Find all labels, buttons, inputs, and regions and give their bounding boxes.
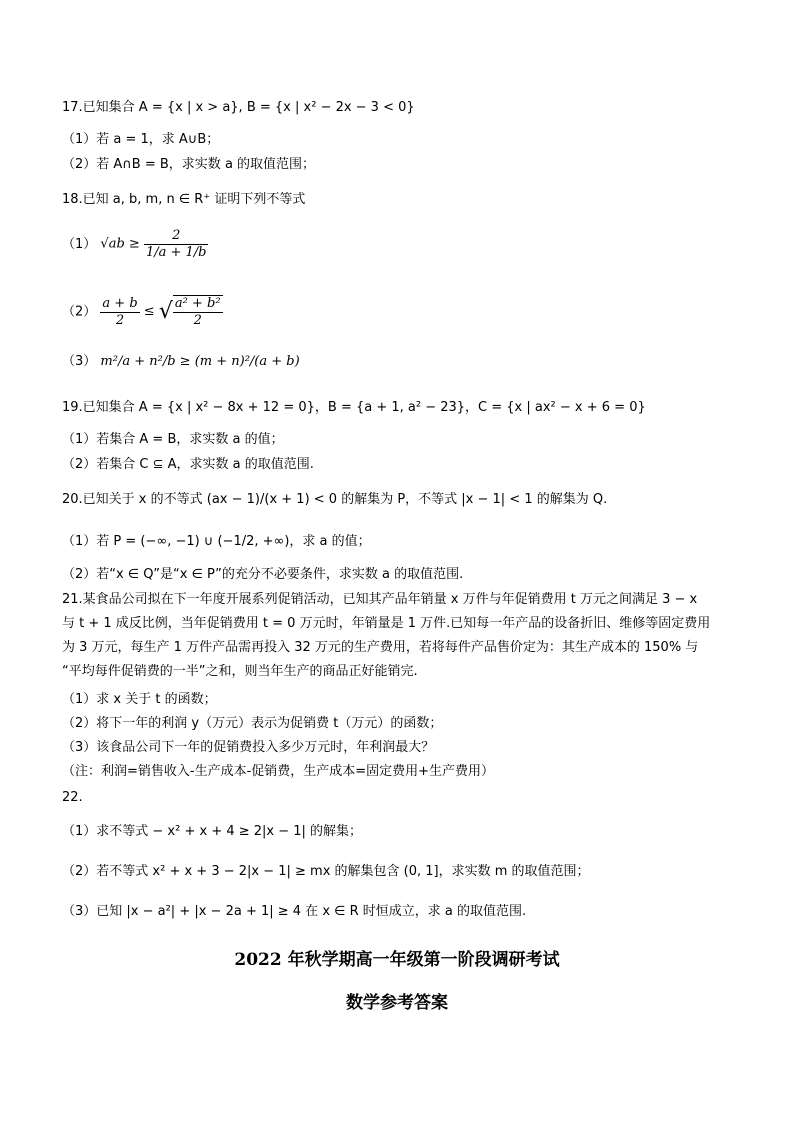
q18-part3 — [62, 352, 300, 372]
q20-part2: （2）若“x ∈ Q”是“x ∈ P”的充分不必要条件，求实数 a 的取值范围. — [62, 567, 464, 582]
q21-line4: “平均每件促销费的一半”之和，则当年生产的商品正好能销完. — [62, 664, 418, 679]
sqrt-icon: √ — [158, 299, 173, 324]
q18-p1-lhs: √ab ≥ — [100, 236, 140, 252]
q21-note: （注：利润=销售收入-生产成本-促销费，生产成本=固定费用+生产费用） — [62, 764, 495, 779]
q18-stem: 18.已知 a, b, m, n ∈ R⁺ 证明下列不等式 — [62, 192, 306, 207]
q22-part2: （2）若不等式 x² + x + 3 − 2|x − 1| ≥ mx 的解集包含 (0, 1]，求实数 m 的取值范围； — [62, 864, 590, 879]
q19-stem: 19.已知集合 A = {x | x² − 8x + 12 = 0}，B = {a + 1, a² − 23}，C = {x | ax² − x + 6 = 0} — [62, 400, 646, 415]
q18-p3-label: （3） — [62, 354, 97, 369]
q19-part2: （2）若集合 C ⊆ A，求实数 a 的取值范围. — [62, 457, 314, 472]
q20-part1: （1）若 P = (−∞, −1) ∪ (−1/2, +∞)，求 a 的值； — [62, 534, 371, 549]
q17-part2: （2）若 A∩B = B，求实数 a 的取值范围； — [62, 157, 316, 172]
q18-p2-rel: ≤ — [143, 304, 155, 319]
exam-title: 2022 年秋学期高一年级第一阶段调研考试 — [234, 950, 560, 970]
q18-p1-den: 1/a + 1/b — [145, 245, 207, 260]
q18-p1-fraction — [144, 228, 209, 261]
q21-part2: （2）将下一年的利润 y（万元）表示为促销费 t（万元）的函数； — [62, 716, 443, 731]
q22-stem: 22. — [62, 790, 83, 805]
q18-p2-rhs-num: a² + b² — [174, 296, 221, 311]
q18-part1 — [62, 228, 208, 278]
q19-part1: （1）若集合 A = B，求实数 a 的值； — [62, 432, 284, 447]
q18-p1-label: （1） — [62, 237, 97, 252]
q21-part3: （3）该食品公司下一年的促销费投入多少万元时，年利润最大？ — [62, 740, 435, 755]
q20-stem: 20.已知关于 x 的不等式 (ax − 1)/(x + 1) < 0 的解集为 P，不等式 |x − 1| < 1 的解集为 Q. — [62, 492, 608, 507]
q18-p2-rhs-fraction — [173, 295, 223, 329]
q17-stem: 17.已知集合 A = {x | x > a}, B = {x | x² − 2x − 3 < 0} — [62, 100, 415, 115]
q21-part1: （1）求 x 关于 t 的函数； — [62, 692, 217, 707]
q21-line3: 为 3 万元，每生产 1 万件产品需再投入 32 万元的生产费用，若将每件产品售价定为：其生产成本的 150% 与 — [62, 640, 699, 655]
q18-p1-num: 2 — [144, 228, 209, 245]
q18-p2-den: 2 — [115, 312, 125, 328]
q21-line1: 21.某食品公司拟在下一年度开展系列促销活动，已知其产品年销量 x 万件与年促销费用 t 万元之间满足 3 − x — [62, 592, 698, 607]
q18-p3-expr: m²/a + n²/b ≥ (m + n)²/(a + b) — [100, 354, 300, 369]
q18-p2-lhs-fraction — [100, 296, 139, 329]
q18-p2-num: a + b — [102, 295, 138, 311]
q21-line2: 与 t + 1 成反比例，当年促销费用 t = 0 万元时，年销量是 1 万件.已知每一年产品的设备折旧、维修等固定费用 — [62, 616, 711, 631]
answer-subtitle: 数学参考答案 — [346, 993, 448, 1013]
q18-part2 — [62, 295, 223, 335]
q22-part3: （3）已知 |x − a²| + |x − 2a + 1| ≥ 4 在 x ∈ R 时恒成立，求 a 的取值范围. — [62, 904, 527, 919]
q18-p2-rhs-den: 2 — [193, 313, 202, 328]
q18-p2-label: （2） — [62, 304, 97, 320]
q22-part1: （1）求不等式 − x² + x + 4 ≥ 2|x − 1| 的解集； — [62, 824, 363, 839]
q17-part1: （1）若 a = 1，求 A∪B； — [62, 132, 220, 147]
